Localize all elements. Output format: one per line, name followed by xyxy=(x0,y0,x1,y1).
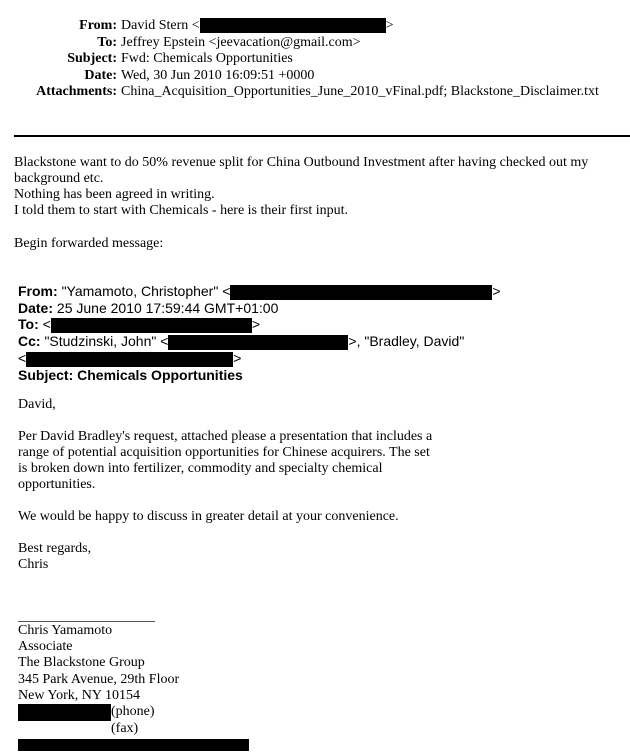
fwd-to-label: To: xyxy=(18,316,39,333)
to-row xyxy=(0,35,630,52)
signature-company: The Blackstone Group xyxy=(18,655,145,671)
signature-block xyxy=(18,623,249,753)
fwd-date-row xyxy=(18,300,501,317)
fwd-cc-value-2: >, "Bradley, David" xyxy=(348,333,465,350)
subject-row xyxy=(0,51,630,68)
fwd-cc-label: Cc: xyxy=(18,333,41,350)
from-value: David Stern < > xyxy=(121,18,394,33)
message-paragraph-1: Per David Bradley's request, attached please a presentation that includes a range of potential acquisition opportunities for Chinese acquirers. The set is broken down into fertilizer, commodity and specialty chemical opportunities. xyxy=(18,429,433,492)
signature-address-2: New York, NY 10154 xyxy=(18,687,140,703)
message-paragraph-2: We would be happy to discuss in greater detail at your convenience. xyxy=(18,509,399,524)
header-divider xyxy=(14,135,630,137)
fwd-from-value: "Yamamoto, Christopher" < xyxy=(61,283,231,299)
fwd-subject-row xyxy=(18,367,501,384)
fax-label: (fax) xyxy=(111,721,139,737)
subject-value: Fwd: Chemicals Opportunities xyxy=(121,51,293,66)
fwd-cc-value: "Studzinski, John" < xyxy=(44,333,169,350)
redacted-email xyxy=(200,18,386,33)
sender-name: Chris xyxy=(18,557,49,572)
signature-name: Chris Yamamoto xyxy=(18,623,113,638)
from-label: From: xyxy=(79,18,117,33)
signature-title: Associate xyxy=(18,639,73,655)
redacted-email xyxy=(26,352,233,367)
fwd-from-label: From: xyxy=(18,283,58,299)
fwd-from-row: From: "Yamamoto, Christopher" < > xyxy=(18,283,501,299)
attachments-label: Attachments: xyxy=(36,84,117,99)
email-body xyxy=(14,155,614,219)
date-value: Wed, 30 Jun 2010 16:09:51 +0000 xyxy=(121,67,315,83)
body-line-3: I told them to start with Chemicals - here is their first input. xyxy=(14,203,348,218)
date-row xyxy=(0,68,630,85)
fwd-to-row: To: < > xyxy=(18,316,260,333)
redacted-email xyxy=(51,318,252,333)
redacted-phone xyxy=(18,704,111,721)
forwarded-header xyxy=(18,283,501,383)
closing: Best regards, xyxy=(18,541,92,556)
signature-address-1: 345 Park Avenue, 29th Floor xyxy=(18,671,180,687)
attachments-row xyxy=(0,84,630,101)
greeting: David, xyxy=(18,397,56,412)
fwd-subject-label: Subject: xyxy=(18,366,74,383)
to-value: Jeffrey Epstein <jeevacation@gmail.com> xyxy=(121,34,361,50)
phone-row xyxy=(18,704,249,721)
subject-label: Subject: xyxy=(67,51,117,66)
to-label: To: xyxy=(97,34,117,50)
phone-label: (phone) xyxy=(111,704,155,720)
fwd-cc-row xyxy=(18,333,501,350)
fax-row xyxy=(18,721,249,737)
forwarded-message xyxy=(18,397,438,573)
signature-divider xyxy=(18,621,155,622)
email-header xyxy=(0,18,630,101)
fwd-cc-row-2: < > xyxy=(18,349,242,366)
forward-intro: Begin forwarded message: xyxy=(14,236,164,251)
redacted-line xyxy=(18,737,249,753)
redacted-email xyxy=(168,335,348,350)
from-row xyxy=(0,18,630,35)
date-label: Date: xyxy=(84,67,117,83)
body-line-2: Nothing has been agreed in writing. xyxy=(14,187,215,202)
body-line-1: Blackstone want to do 50% revenue split for China Outbound Investment after having checked out my background etc. xyxy=(14,155,589,186)
fwd-to-value: < xyxy=(42,316,51,333)
fwd-date-value: 25 June 2010 17:59:44 GMT+01:00 xyxy=(56,299,279,316)
fwd-subject-value: Chemicals Opportunities xyxy=(77,366,243,383)
attachments-value[interactable]: China_Acquisition_Opportunities_June_2010_vFinal.pdf; Blackstone_Disclaimer.txt xyxy=(121,84,599,99)
fwd-date-label: Date: xyxy=(18,299,54,316)
redacted-email xyxy=(18,739,249,751)
redacted-email xyxy=(230,285,492,300)
